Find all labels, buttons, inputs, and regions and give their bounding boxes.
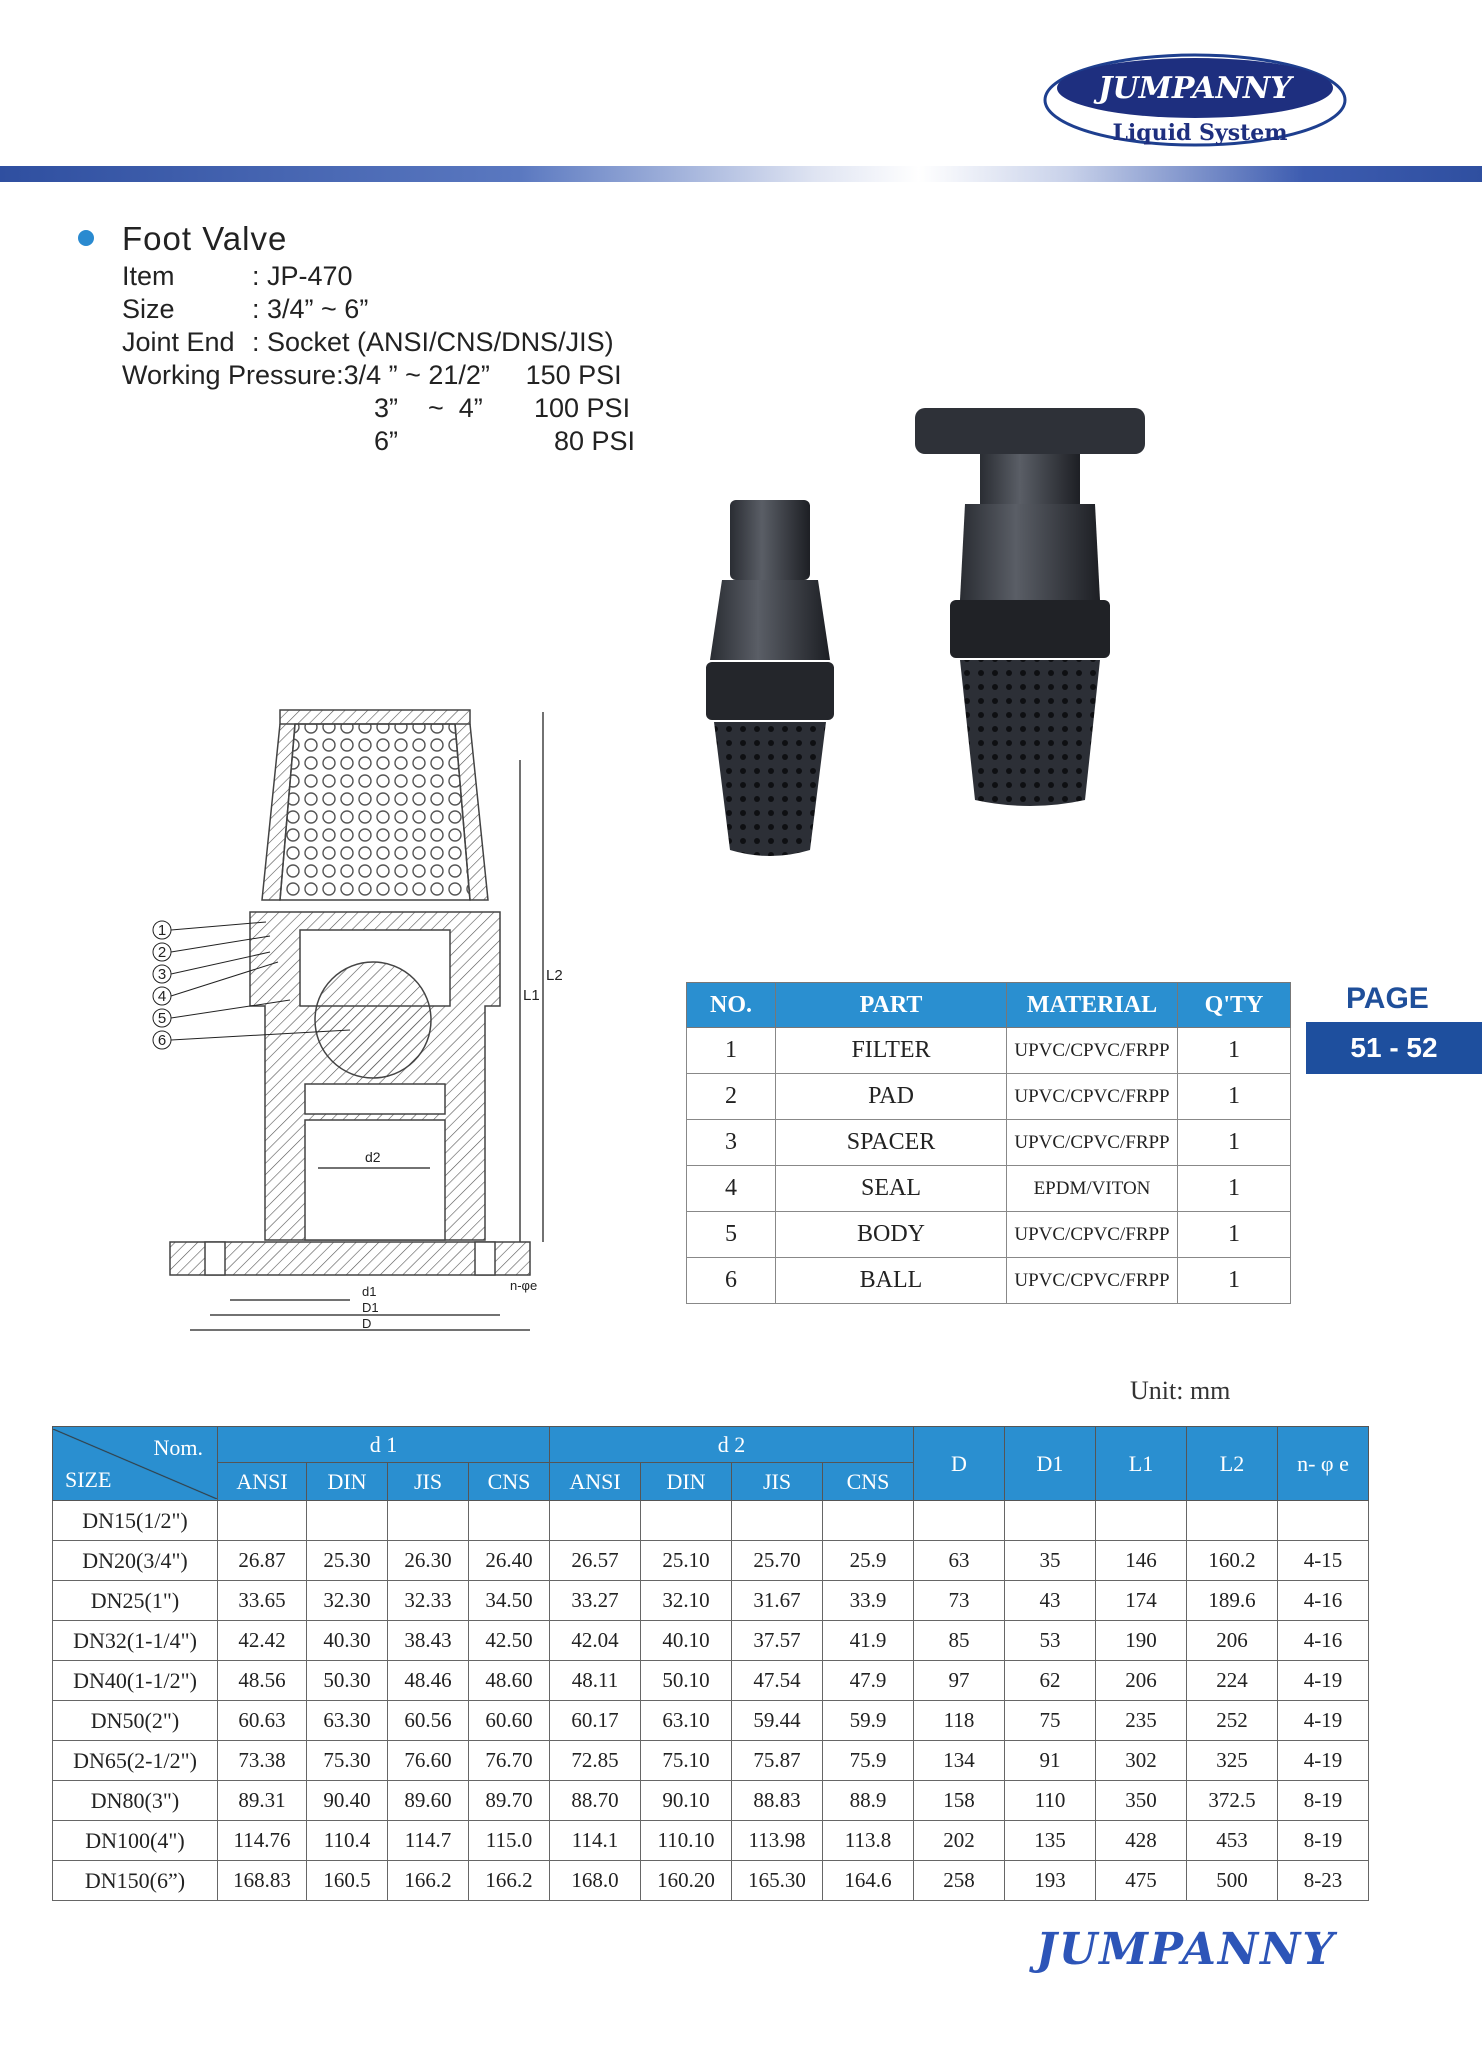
table-row: 3 SPACER UPVC/CPVC/FRPP 1 (687, 1120, 1291, 1166)
value-cell: 164.6 (823, 1861, 914, 1901)
value-cell: 38.43 (388, 1621, 469, 1661)
value-cell: 73.38 (218, 1741, 307, 1781)
svg-text:1: 1 (157, 922, 167, 939)
value-cell: 26.40 (469, 1541, 550, 1581)
size-cell: DN100(4") (53, 1821, 218, 1861)
label-D: D (362, 1316, 372, 1331)
value-cell: 90.40 (307, 1781, 388, 1821)
value-cell: 97 (914, 1661, 1005, 1701)
table-row (53, 1541, 1369, 1581)
svg-text:4: 4 (157, 988, 167, 1005)
table-row (53, 1661, 1369, 1701)
label-d2: d2 (365, 1149, 381, 1165)
foot-valve-flanged (915, 408, 1145, 806)
col-part: PART (776, 983, 1007, 1028)
value-cell: 48.46 (388, 1661, 469, 1701)
parts-header-row (687, 983, 1291, 1028)
value-cell: 33.9 (823, 1581, 914, 1621)
value-cell: 88.83 (732, 1781, 823, 1821)
product-title: Foot Valve (122, 220, 288, 257)
sub-jis: JIS (388, 1463, 469, 1501)
table-row: 2 PAD UPVC/CPVC/FRPP 1 (687, 1074, 1291, 1120)
value-cell: 75.9 (823, 1741, 914, 1781)
table-row: 1 FILTER UPVC/CPVC/FRPP 1 (687, 1028, 1291, 1074)
value-cell: 174 (1096, 1581, 1187, 1621)
value-cell (641, 1501, 732, 1541)
value-cell: 113.98 (732, 1821, 823, 1861)
value-cell: 63 (914, 1541, 1005, 1581)
value-cell: 135 (1005, 1821, 1096, 1861)
size-cell: DN32(1-1/4") (53, 1621, 218, 1661)
value-cell: 193 (1005, 1861, 1096, 1901)
value-cell: 89.60 (388, 1781, 469, 1821)
value-cell: 475 (1096, 1861, 1187, 1901)
value-cell: 206 (1096, 1661, 1187, 1701)
value-cell: 372.5 (1187, 1781, 1278, 1821)
header-band (0, 166, 1482, 182)
value-cell: 166.2 (388, 1861, 469, 1901)
value-cell: 166.2 (469, 1861, 550, 1901)
size-cell: DN80(3") (53, 1781, 218, 1821)
value-cell: 113.8 (823, 1821, 914, 1861)
value-cell: 40.10 (641, 1621, 732, 1661)
spec-joint-row: Joint End : Socket (ANSI/CNS/DNS/JIS) (122, 327, 614, 357)
table-row (53, 1621, 1369, 1661)
label-d1: d1 (362, 1284, 377, 1299)
value-cell: 60.60 (469, 1701, 550, 1741)
col-D: D (914, 1427, 1005, 1501)
value-cell: 42.42 (218, 1621, 307, 1661)
value-cell: 75.30 (307, 1741, 388, 1781)
spec-item-row: Item : JP-470 (122, 261, 353, 291)
sub-ansi: ANSI (550, 1463, 641, 1501)
value-cell: 25.10 (641, 1541, 732, 1581)
col-bolt: n- φ e (1278, 1427, 1369, 1501)
table-row: 4 SEAL EPDM/VITON 1 (687, 1166, 1291, 1212)
group-d1: d 1 (218, 1427, 550, 1463)
label-D1: D1 (362, 1300, 379, 1315)
value-cell: 114.76 (218, 1821, 307, 1861)
value-cell (1005, 1501, 1096, 1541)
value-cell: 88.9 (823, 1781, 914, 1821)
value-cell: 47.9 (823, 1661, 914, 1701)
callout-1 (153, 921, 266, 939)
value-cell: 206 (1187, 1621, 1278, 1661)
value-cell (307, 1501, 388, 1541)
value-cell: 202 (914, 1821, 1005, 1861)
product-spec (122, 218, 635, 458)
value-cell (469, 1501, 550, 1541)
value-cell: 114.7 (388, 1821, 469, 1861)
value-cell: 60.56 (388, 1701, 469, 1741)
value-cell: 158 (914, 1781, 1005, 1821)
spec-pressure-row: 6” 80 PSI (374, 426, 636, 456)
value-cell (914, 1501, 1005, 1541)
sub-din: DIN (307, 1463, 388, 1501)
size-cell: DN20(3/4") (53, 1541, 218, 1581)
spec-size-row: Size : 3/4” ~ 6” (122, 294, 369, 324)
svg-text:3: 3 (157, 966, 167, 983)
value-cell: 8-23 (1278, 1861, 1369, 1901)
value-cell: 89.70 (469, 1781, 550, 1821)
value-cell: 26.30 (388, 1541, 469, 1581)
value-cell: 76.60 (388, 1741, 469, 1781)
value-cell: 60.63 (218, 1701, 307, 1741)
value-cell (550, 1501, 641, 1541)
table-row (53, 1781, 1369, 1821)
size-cell: DN15(1/2") (53, 1501, 218, 1541)
value-cell: 42.50 (469, 1621, 550, 1661)
spec-pressure-row: Working Pressure:3/4 ” ~ 21/2” 150 PSI (122, 360, 622, 390)
value-cell: 73 (914, 1581, 1005, 1621)
unit-label: Unit: mm (1130, 1376, 1231, 1405)
col-D1: D1 (1005, 1427, 1096, 1501)
value-cell: 90.10 (641, 1781, 732, 1821)
value-cell: 302 (1096, 1741, 1187, 1781)
value-cell: 85 (914, 1621, 1005, 1661)
value-cell: 33.65 (218, 1581, 307, 1621)
parts-table (686, 982, 1291, 1304)
value-cell: 428 (1096, 1821, 1187, 1861)
value-cell: 34.50 (469, 1581, 550, 1621)
value-cell: 42.04 (550, 1621, 641, 1661)
value-cell: 75.10 (641, 1741, 732, 1781)
value-cell: 48.56 (218, 1661, 307, 1701)
value-cell: 350 (1096, 1781, 1187, 1821)
logo-brand-text: JUMPANNY (1098, 71, 1292, 106)
value-cell: 72.85 (550, 1741, 641, 1781)
value-cell: 25.70 (732, 1541, 823, 1581)
value-cell: 258 (914, 1861, 1005, 1901)
value-cell: 453 (1187, 1821, 1278, 1861)
value-cell: 325 (1187, 1741, 1278, 1781)
sub-ansi: ANSI (218, 1463, 307, 1501)
value-cell: 48.60 (469, 1661, 550, 1701)
col-material: MATERIAL (1007, 983, 1178, 1028)
value-cell: 31.67 (732, 1581, 823, 1621)
foot-valve-small (706, 500, 834, 856)
value-cell: 4-19 (1278, 1741, 1369, 1781)
value-cell: 190 (1096, 1621, 1187, 1661)
value-cell: 252 (1187, 1701, 1278, 1741)
value-cell: 26.57 (550, 1541, 641, 1581)
value-cell: 59.44 (732, 1701, 823, 1741)
size-cell: DN25(1") (53, 1581, 218, 1621)
brand-logo (1040, 48, 1350, 158)
value-cell: 8-19 (1278, 1821, 1369, 1861)
dims-header-row (53, 1427, 1369, 1463)
value-cell: 48.11 (550, 1661, 641, 1701)
corner-nom: Nom. (153, 1434, 203, 1460)
cross-section-drawing (140, 700, 570, 1350)
corner-header (53, 1427, 218, 1501)
col-no: NO. (687, 983, 776, 1028)
corner-size: SIZE (65, 1466, 112, 1492)
value-cell: 33.27 (550, 1581, 641, 1621)
svg-text:2: 2 (157, 944, 167, 961)
value-cell: 160.20 (641, 1861, 732, 1901)
value-cell: 4-19 (1278, 1701, 1369, 1741)
value-cell: 8-19 (1278, 1781, 1369, 1821)
table-row (53, 1701, 1369, 1741)
sub-cns: CNS (469, 1463, 550, 1501)
value-cell: 4-19 (1278, 1661, 1369, 1701)
footer-brand: JUMPANNY (1036, 1924, 1336, 1975)
value-cell (732, 1501, 823, 1541)
table-row (53, 1501, 1369, 1541)
value-cell (823, 1501, 914, 1541)
value-cell: 32.30 (307, 1581, 388, 1621)
value-cell: 160.2 (1187, 1541, 1278, 1581)
value-cell: 165.30 (732, 1861, 823, 1901)
value-cell: 60.17 (550, 1701, 641, 1741)
table-row (53, 1861, 1369, 1901)
spec-pressure-row: 3” ~ 4” 100 PSI (374, 393, 631, 423)
svg-text:5: 5 (157, 1010, 167, 1027)
sub-cns: CNS (823, 1463, 914, 1501)
dimensions-table (52, 1426, 1369, 1901)
value-cell: 37.57 (732, 1621, 823, 1661)
table-row: 5 BODY UPVC/CPVC/FRPP 1 (687, 1212, 1291, 1258)
value-cell: 50.30 (307, 1661, 388, 1701)
value-cell: 76.70 (469, 1741, 550, 1781)
value-cell: 59.9 (823, 1701, 914, 1741)
value-cell: 62 (1005, 1661, 1096, 1701)
value-cell: 41.9 (823, 1621, 914, 1661)
value-cell: 40.30 (307, 1621, 388, 1661)
value-cell: 115.0 (469, 1821, 550, 1861)
group-d2: d 2 (550, 1427, 914, 1463)
value-cell: 168.0 (550, 1861, 641, 1901)
value-cell: 235 (1096, 1701, 1187, 1741)
page-number-badge: 51 - 52 (1306, 1022, 1482, 1074)
value-cell: 89.31 (218, 1781, 307, 1821)
value-cell: 4-15 (1278, 1541, 1369, 1581)
value-cell: 4-16 (1278, 1581, 1369, 1621)
sub-jis: JIS (732, 1463, 823, 1501)
bullet-icon (78, 230, 94, 246)
page-label: PAGE (1346, 982, 1429, 1015)
value-cell: 500 (1187, 1861, 1278, 1901)
value-cell: 25.9 (823, 1541, 914, 1581)
col-L2: L2 (1187, 1427, 1278, 1501)
logo-tagline: Liquid System (1112, 120, 1288, 146)
value-cell: 118 (914, 1701, 1005, 1741)
value-cell (1096, 1501, 1187, 1541)
sub-din: DIN (641, 1463, 732, 1501)
value-cell: 114.1 (550, 1821, 641, 1861)
value-cell (1278, 1501, 1369, 1541)
value-cell: 25.30 (307, 1541, 388, 1581)
size-cell: DN150(6”) (53, 1861, 218, 1901)
value-cell: 189.6 (1187, 1581, 1278, 1621)
value-cell: 110.10 (641, 1821, 732, 1861)
value-cell: 32.10 (641, 1581, 732, 1621)
value-cell: 47.54 (732, 1661, 823, 1701)
value-cell: 134 (914, 1741, 1005, 1781)
table-row (53, 1821, 1369, 1861)
value-cell: 63.10 (641, 1701, 732, 1741)
value-cell: 110.4 (307, 1821, 388, 1861)
value-cell: 4-16 (1278, 1621, 1369, 1661)
table-row (53, 1581, 1369, 1621)
value-cell (218, 1501, 307, 1541)
value-cell: 146 (1096, 1541, 1187, 1581)
size-cell: DN40(1-1/2") (53, 1661, 218, 1701)
label-bolt: n-φe (510, 1278, 538, 1293)
value-cell: 224 (1187, 1661, 1278, 1701)
table-row: 6 BALL UPVC/CPVC/FRPP 1 (687, 1258, 1291, 1304)
value-cell: 50.10 (641, 1661, 732, 1701)
value-cell: 26.87 (218, 1541, 307, 1581)
table-row (53, 1741, 1369, 1781)
value-cell: 35 (1005, 1541, 1096, 1581)
value-cell: 91 (1005, 1741, 1096, 1781)
value-cell: 75.87 (732, 1741, 823, 1781)
value-cell (388, 1501, 469, 1541)
value-cell (1187, 1501, 1278, 1541)
value-cell: 168.83 (218, 1861, 307, 1901)
product-photo (680, 400, 1160, 870)
value-cell: 110 (1005, 1781, 1096, 1821)
value-cell: 53 (1005, 1621, 1096, 1661)
col-qty: Q'TY (1178, 983, 1291, 1028)
value-cell: 32.33 (388, 1581, 469, 1621)
value-cell: 160.5 (307, 1861, 388, 1901)
size-cell: DN65(2-1/2") (53, 1741, 218, 1781)
value-cell: 88.70 (550, 1781, 641, 1821)
col-L1: L1 (1096, 1427, 1187, 1501)
label-l2: L2 (546, 967, 563, 984)
value-cell: 43 (1005, 1581, 1096, 1621)
svg-text:6: 6 (157, 1032, 167, 1049)
value-cell: 63.30 (307, 1701, 388, 1741)
label-l1: L1 (523, 987, 540, 1004)
value-cell: 75 (1005, 1701, 1096, 1741)
size-cell: DN50(2") (53, 1701, 218, 1741)
